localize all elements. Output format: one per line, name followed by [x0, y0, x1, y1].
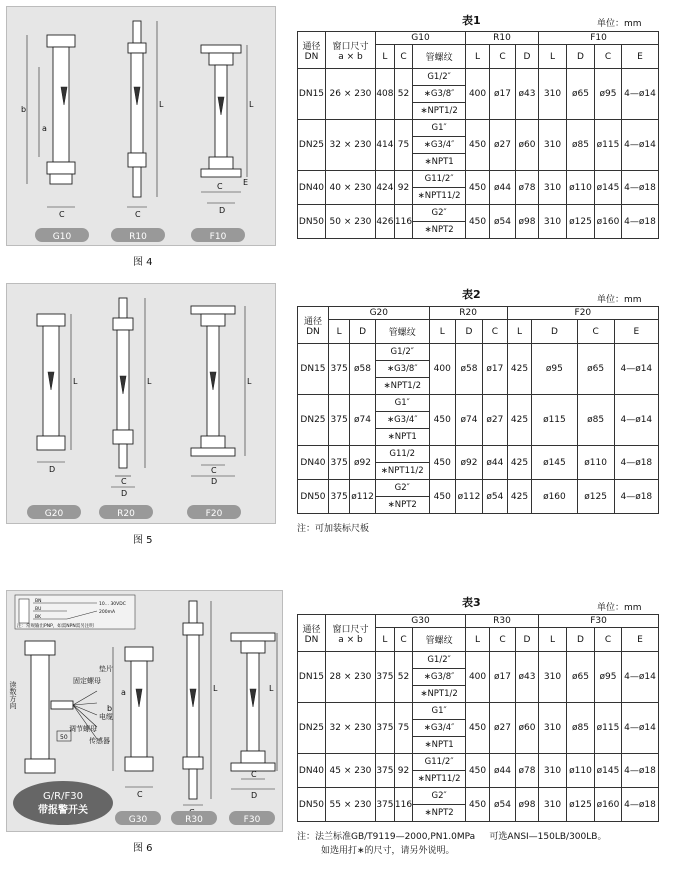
table-cell: ø112: [455, 480, 482, 514]
table-cell: 375: [328, 480, 349, 514]
table-cell: ∗NPT2: [375, 497, 429, 514]
figure-6-caption: 图 6: [133, 843, 153, 854]
figure-5-panel: [6, 283, 276, 524]
table-cell: G1″: [375, 395, 429, 412]
table-cell: 400: [429, 344, 455, 395]
table-cell: G1/2″: [413, 69, 466, 86]
table-cell: 425: [507, 344, 532, 395]
svg-text:L: L: [213, 684, 218, 693]
t1-h-thread: 管螺纹: [413, 45, 466, 69]
table-cell: 75: [394, 120, 412, 171]
t1-h-rc: C: [490, 45, 516, 69]
table-cell: G1/2″: [413, 652, 466, 669]
t2-h-rd: D: [455, 320, 482, 344]
table-cell: 400: [466, 69, 490, 120]
table-cell: 310: [539, 754, 567, 788]
table-cell: 424: [375, 171, 394, 205]
t1-h-f: F10: [539, 32, 659, 45]
table-cell: 4—ø18: [614, 480, 658, 514]
fig5-label-f20: F20: [205, 509, 223, 519]
figure-4-caption: 图 4: [133, 257, 153, 268]
table-cell: ø115: [532, 395, 577, 446]
t1-h-win-1: 窗口尺寸: [332, 41, 369, 52]
table-cell: DN40: [298, 754, 326, 788]
svg-text:C: C: [251, 770, 257, 779]
table-cell: 450: [466, 703, 490, 754]
annot-cable: 电缆: [99, 713, 113, 721]
table-cell: G2″: [413, 205, 466, 222]
svg-text:C: C: [135, 210, 141, 219]
t1-h-gc: C: [394, 45, 412, 69]
table-cell: ∗G3/4″: [413, 137, 466, 154]
table-cell: 450: [466, 788, 490, 822]
table-cell: 32 × 230: [325, 703, 375, 754]
table-cell: G11/2″: [413, 754, 466, 771]
table-cell: ø54: [483, 480, 508, 514]
table-cell: ∗NPT1: [375, 429, 429, 446]
table-cell: ø44: [483, 446, 508, 480]
table-3-title: 表3: [462, 596, 481, 609]
t3-h-gl: L: [375, 628, 394, 652]
table-cell: G1″: [413, 703, 466, 720]
t3-h-fc: C: [594, 628, 621, 652]
t1-h-gl: L: [375, 45, 394, 69]
table-cell: ∗NPT1/2: [375, 378, 429, 395]
table-cell: ø160: [594, 788, 621, 822]
table-cell: 52: [394, 69, 412, 120]
table-cell: 375: [375, 652, 394, 703]
t3-h-dn: [298, 615, 326, 652]
table-cell: ø43: [516, 69, 539, 120]
svg-text:C: C: [137, 790, 143, 799]
table-cell: 375: [328, 344, 349, 395]
table-cell: DN15: [298, 69, 326, 120]
t2-h-f: F20: [507, 307, 658, 320]
table-cell: 400: [466, 652, 490, 703]
table-cell: DN25: [298, 395, 329, 446]
t3-h-rc: C: [490, 628, 516, 652]
t1-h-win-2: a × b: [338, 51, 363, 62]
figure-5-caption: 图 5: [133, 535, 153, 546]
table-1-title: 表1: [462, 14, 481, 27]
table-cell: ø85: [566, 120, 594, 171]
fig5-label-r20: R20: [117, 509, 135, 519]
table-cell: 375: [328, 395, 349, 446]
table-cell: 375: [375, 703, 394, 754]
t2-h-r: R20: [429, 307, 507, 320]
table-cell: 425: [507, 395, 532, 446]
table-cell: ø65: [566, 652, 594, 703]
table-cell: ø95: [594, 69, 621, 120]
table-cell: 4—ø18: [621, 205, 658, 239]
t3-h-win-1: 窗口尺寸: [332, 624, 369, 635]
table-cell: DN50: [298, 480, 329, 514]
table-cell: ø60: [516, 703, 539, 754]
t2-h-thread: 管螺纹: [375, 320, 429, 344]
table-cell: 375: [375, 788, 394, 822]
table-cell: 414: [375, 120, 394, 171]
table-cell: 450: [466, 754, 490, 788]
t1-h-r: R10: [466, 32, 539, 45]
table-cell: G1″: [413, 120, 466, 137]
table-cell: ø43: [516, 652, 539, 703]
table-cell: 4—ø14: [621, 703, 658, 754]
table-cell: 4—ø18: [621, 754, 658, 788]
table-cell: ∗G3/8″: [375, 361, 429, 378]
table-cell: ø85: [566, 703, 594, 754]
table-cell: 116: [394, 205, 412, 239]
t3-h-rd: D: [516, 628, 539, 652]
table-cell: ø58: [350, 344, 376, 395]
figure-6-panel: [6, 590, 283, 832]
table-cell: ∗NPT1/2: [413, 686, 466, 703]
table-cell: ø125: [577, 480, 614, 514]
figure-5-drawing: [7, 284, 276, 524]
table-cell: ø160: [532, 480, 577, 514]
table-cell: 4—ø18: [614, 446, 658, 480]
t2-h-g: G20: [328, 307, 429, 320]
table-cell: 116: [394, 788, 412, 822]
table-cell: ø17: [483, 344, 508, 395]
table-cell: 75: [394, 703, 412, 754]
t3-h-fl: L: [539, 628, 567, 652]
svg-text:b: b: [107, 704, 113, 713]
svg-text:C: C: [217, 182, 223, 191]
table-3-note-2: 如选用打∗的尺寸，请另外说明。: [321, 846, 455, 856]
svg-text:a: a: [42, 124, 47, 133]
t1-h-rl: L: [466, 45, 490, 69]
table-cell: ø85: [577, 395, 614, 446]
table-cell: ∗NPT2: [413, 222, 466, 239]
table-cell: ∗G3/4″: [375, 412, 429, 429]
table-cell: 40 × 230: [325, 171, 375, 205]
table-3-unit: 单位：mm: [597, 603, 642, 613]
t3-h-fe: E: [621, 628, 658, 652]
fig6-label-f30: F30: [243, 815, 261, 825]
t2-h-gl: L: [328, 320, 349, 344]
table-cell: ø54: [490, 788, 516, 822]
table-cell: 310: [539, 703, 567, 754]
wire-bu-label: BU: [35, 607, 42, 612]
fig5-label-g20: G20: [44, 509, 64, 519]
annot-fixed-nut: 固定螺母: [73, 677, 101, 685]
annot-reading-direction: 读数方向: [9, 681, 17, 709]
svg-text:C: C: [121, 477, 127, 486]
annot-sensor: 传感器: [89, 737, 110, 745]
table-cell: ∗NPT1: [413, 737, 466, 754]
table-cell: ø78: [516, 171, 539, 205]
t2-h-dn: [298, 307, 329, 344]
wire-bn-label: BN: [35, 599, 42, 604]
table-cell: ø65: [566, 69, 594, 120]
table-cell: DN15: [298, 652, 326, 703]
table-cell: DN40: [298, 171, 326, 205]
table-cell: ø92: [350, 446, 376, 480]
table-cell: 450: [466, 205, 490, 239]
table-cell: DN25: [298, 703, 326, 754]
table-cell: 92: [394, 754, 412, 788]
table-cell: 450: [429, 446, 455, 480]
svg-text:D: D: [251, 791, 258, 800]
t3-h-gc: C: [394, 628, 412, 652]
table-cell: ø92: [455, 446, 482, 480]
table-cell: 26 × 230: [325, 69, 375, 120]
svg-text:D: D: [219, 206, 226, 215]
svg-text:C: C: [211, 466, 217, 475]
table-cell: ø17: [490, 69, 516, 120]
table-cell: 450: [466, 120, 490, 171]
t3-h-r: R30: [466, 615, 539, 628]
table-cell: G2″: [413, 788, 466, 805]
t2-h-fe: E: [614, 320, 658, 344]
t2-h-fc: C: [577, 320, 614, 344]
table-cell: ∗G3/8″: [413, 86, 466, 103]
table-cell: ø110: [566, 171, 594, 205]
alarm-badge-line2: 带报警开关: [38, 805, 88, 816]
svg-text:D: D: [211, 477, 218, 486]
t3-h-f: F30: [539, 615, 659, 628]
table-cell: G11/2: [375, 446, 429, 463]
t1-h-rd: D: [516, 45, 539, 69]
table-cell: 28 × 230: [325, 652, 375, 703]
table-cell: 32 × 230: [325, 120, 375, 171]
t3-h-dn-1: 通径: [302, 624, 321, 635]
t1-h-win: [325, 32, 375, 69]
table-2-unit: 单位：mm: [597, 295, 642, 305]
table-cell: ø110: [577, 446, 614, 480]
table-cell: G1/2″: [375, 344, 429, 361]
wire-note: 注：常规输出PNP，如需NPN需另注明: [17, 624, 94, 629]
annot-50: 50: [60, 734, 68, 741]
t3-h-dn-2: DN: [304, 634, 319, 645]
t3-h-fd: D: [566, 628, 594, 652]
t2-h-dn-2: DN: [306, 326, 320, 337]
table-cell: 450: [466, 171, 490, 205]
table-cell: ø145: [594, 171, 621, 205]
table-cell: ø112: [350, 480, 376, 514]
table-cell: ∗G3/4″: [413, 720, 466, 737]
table-cell: 45 × 230: [325, 754, 375, 788]
t1-h-g: G10: [375, 32, 465, 45]
table-cell: ø115: [594, 703, 621, 754]
fig6-label-r30: R30: [185, 815, 203, 825]
table-cell: DN50: [298, 788, 326, 822]
table-cell: ∗NPT2: [413, 805, 466, 822]
table-cell: 4—ø14: [614, 344, 658, 395]
table-2-title: 表2: [462, 288, 481, 301]
table-cell: ø54: [490, 205, 516, 239]
table-cell: G2″: [375, 480, 429, 497]
table-cell: ø125: [566, 205, 594, 239]
table-cell: ø95: [594, 652, 621, 703]
table-cell: ∗NPT11/2: [413, 771, 466, 788]
svg-text:L: L: [247, 377, 252, 386]
svg-text:E: E: [243, 178, 249, 187]
table-cell: 55 × 230: [325, 788, 375, 822]
table-cell: DN50: [298, 205, 326, 239]
table-cell: 310: [539, 120, 567, 171]
table-1: [297, 31, 659, 239]
annot-adjust-nut: 调节螺母: [69, 725, 97, 733]
table-cell: ø160: [594, 205, 621, 239]
table-3: [297, 614, 659, 822]
table-cell: 4—ø14: [621, 120, 658, 171]
table-cell: ø110: [566, 754, 594, 788]
fig4-label-f10: F10: [209, 232, 227, 242]
t3-h-win-2: a × b: [338, 634, 363, 645]
table-cell: ø78: [516, 754, 539, 788]
t1-h-dn-2: DN: [304, 51, 319, 62]
fig4-label-r10: R10: [129, 232, 147, 242]
table-cell: ø65: [577, 344, 614, 395]
wire-range-label: 10... 30VDC: [99, 602, 126, 607]
figure-6-drawing: [7, 591, 283, 832]
table-cell: 52: [394, 652, 412, 703]
fig6-label-g30: G30: [128, 815, 148, 825]
t2-h-gd: D: [350, 320, 376, 344]
table-cell: 4—ø14: [621, 69, 658, 120]
svg-text:L: L: [159, 100, 164, 109]
table-cell: DN15: [298, 344, 329, 395]
table-cell: ø145: [594, 754, 621, 788]
t2-h-rl: L: [429, 320, 455, 344]
table-cell: ∗NPT1/2: [413, 103, 466, 120]
table-cell: 450: [429, 480, 455, 514]
table-cell: 426: [375, 205, 394, 239]
table-cell: 310: [539, 171, 567, 205]
table-2-note: 注：可加装标尺板: [297, 524, 370, 534]
fig4-label-g10: G10: [52, 232, 72, 242]
table-cell: 4—ø18: [621, 788, 658, 822]
svg-text:D: D: [121, 489, 128, 498]
table-cell: 310: [539, 205, 567, 239]
alarm-badge-line1: G/R/F30: [43, 791, 83, 802]
table-cell: ∗NPT1: [413, 154, 466, 171]
table-cell: DN40: [298, 446, 329, 480]
svg-text:L: L: [269, 684, 274, 693]
table-cell: 4—ø14: [614, 395, 658, 446]
table-cell: ∗NPT11/2: [375, 463, 429, 480]
figure-4-panel: [6, 6, 276, 246]
table-cell: ø98: [516, 205, 539, 239]
table-cell: ø60: [516, 120, 539, 171]
table-cell: ø74: [455, 395, 482, 446]
table-cell: ø98: [516, 788, 539, 822]
t2-h-dn-1: 通径: [303, 316, 322, 327]
table-1-unit: 单位：mm: [597, 19, 642, 29]
t3-h-g: G30: [375, 615, 465, 628]
table-cell: 408: [375, 69, 394, 120]
wire-bk-label: BK: [35, 615, 42, 620]
table-3-note-1: 注：法兰标准GB/T9119—2000,PN1.0MPa 可选ANSI—150LB/300LB。: [297, 832, 607, 842]
table-cell: ø145: [532, 446, 577, 480]
t2-h-fd: D: [532, 320, 577, 344]
table-cell: ∗NPT11/2: [413, 188, 466, 205]
t1-h-fl: L: [539, 45, 567, 69]
t3-h-thread: 管螺纹: [413, 628, 466, 652]
table-cell: 310: [539, 788, 567, 822]
table-cell: ø27: [483, 395, 508, 446]
table-cell: ø17: [490, 652, 516, 703]
t3-h-win: [325, 615, 375, 652]
svg-text:L: L: [73, 377, 78, 386]
table-cell: 4—ø14: [621, 652, 658, 703]
svg-text:L: L: [249, 100, 254, 109]
table-cell: 4—ø18: [621, 171, 658, 205]
t2-h-rc: C: [483, 320, 508, 344]
t1-h-fd: D: [566, 45, 594, 69]
table-cell: 425: [507, 480, 532, 514]
table-cell: ø58: [455, 344, 482, 395]
svg-text:a: a: [121, 688, 126, 697]
t3-h-rl: L: [466, 628, 490, 652]
table-cell: G11/2″: [413, 171, 466, 188]
table-2: [297, 306, 659, 514]
wire-current-label: 200mA: [99, 610, 116, 615]
figure-4-drawing: [7, 7, 276, 246]
t1-h-fc: C: [594, 45, 621, 69]
table-cell: ø95: [532, 344, 577, 395]
table-cell: 310: [539, 69, 567, 120]
table-cell: 375: [328, 446, 349, 480]
svg-text:D: D: [49, 465, 56, 474]
table-cell: 450: [429, 395, 455, 446]
table-cell: 425: [507, 446, 532, 480]
t1-h-dn: [298, 32, 326, 69]
table-cell: ø27: [490, 120, 516, 171]
table-cell: ø74: [350, 395, 376, 446]
table-cell: ø44: [490, 754, 516, 788]
t1-h-dn-1: 通径: [302, 41, 321, 52]
table-cell: ø125: [566, 788, 594, 822]
table-cell: ø44: [490, 171, 516, 205]
table-cell: ø115: [594, 120, 621, 171]
table-cell: 92: [394, 171, 412, 205]
svg-text:b: b: [21, 105, 27, 114]
table-cell: 50 × 230: [325, 205, 375, 239]
table-cell: 310: [539, 652, 567, 703]
t2-h-fl: L: [507, 320, 532, 344]
table-cell: 375: [375, 754, 394, 788]
svg-text:C: C: [59, 210, 65, 219]
svg-text:L: L: [147, 377, 152, 386]
table-cell: ∗G3/8″: [413, 669, 466, 686]
t1-h-fe: E: [621, 45, 658, 69]
table-cell: DN25: [298, 120, 326, 171]
table-cell: ø27: [490, 703, 516, 754]
annot-gasket: 垫片: [99, 665, 113, 673]
